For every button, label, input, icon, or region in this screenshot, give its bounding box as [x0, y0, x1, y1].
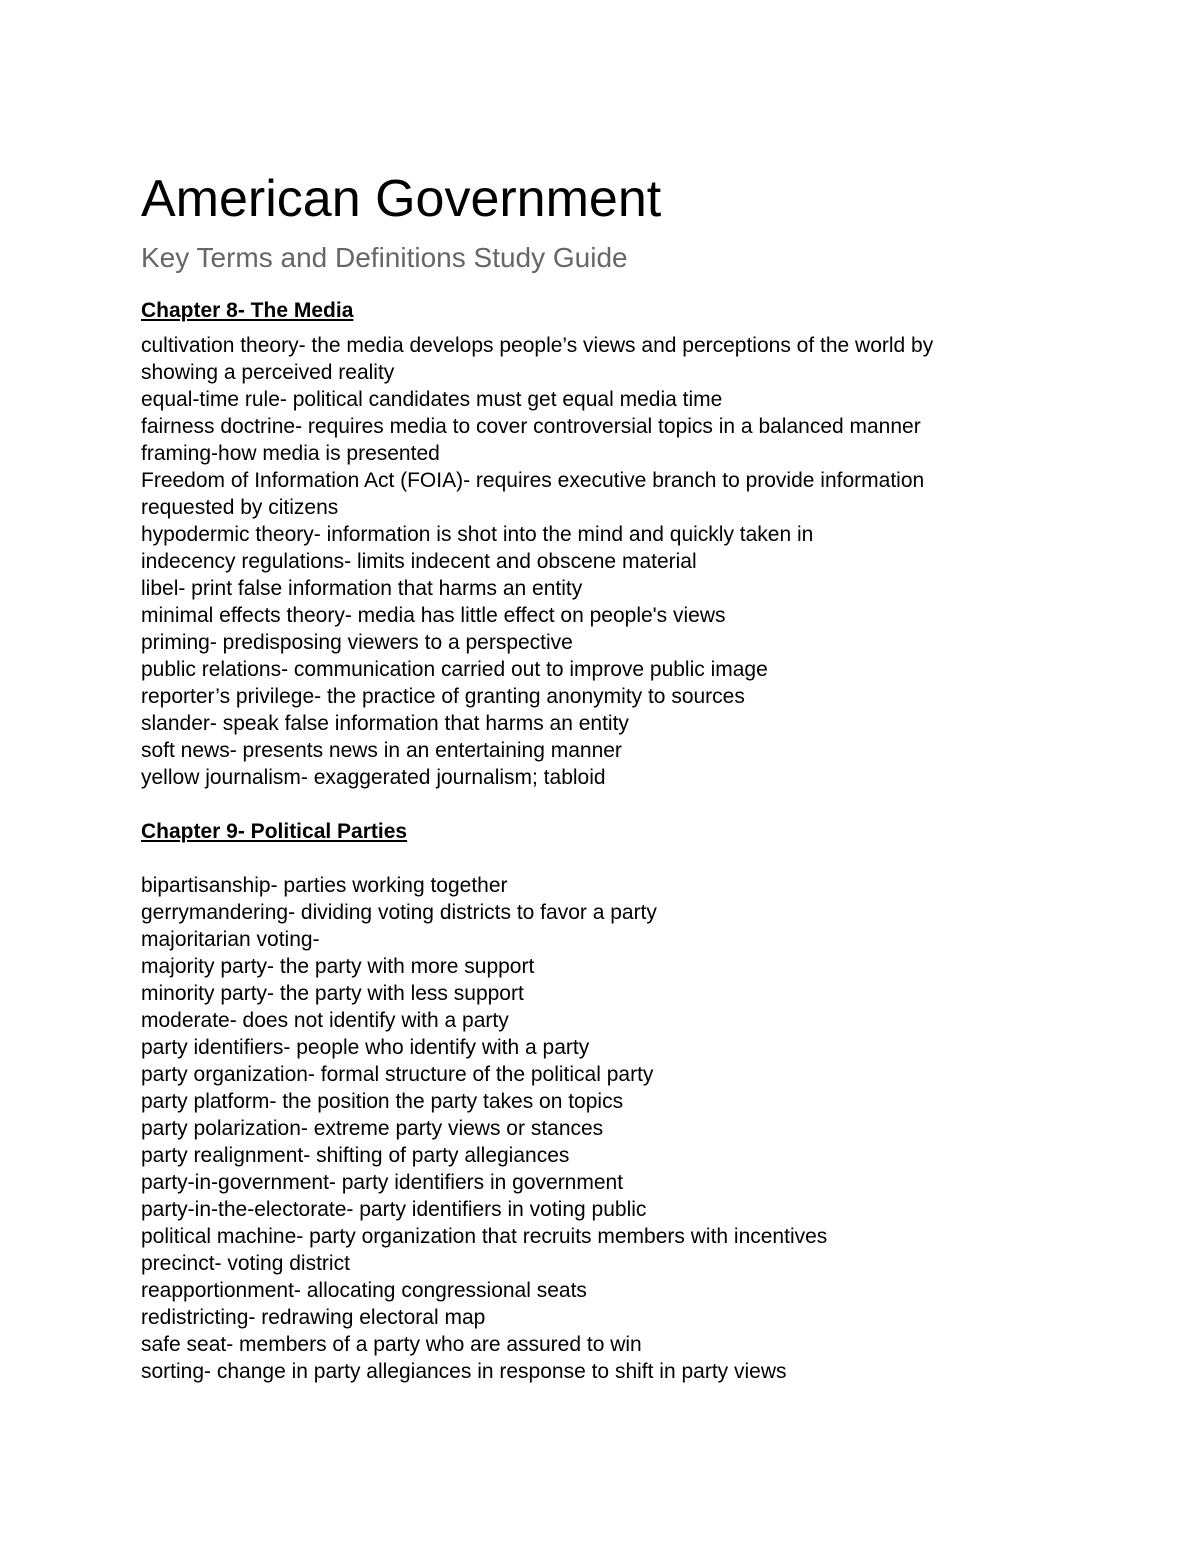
- term-line: showing a perceived reality: [141, 361, 395, 384]
- term-line: minority party- the party with less support: [141, 982, 524, 1005]
- term-line: indecency regulations- limits indecent and obscene material: [141, 550, 697, 573]
- term-line: minimal effects theory- media has little effect on people's views: [141, 604, 726, 627]
- term-line: reapportionment- allocating congressional seats: [141, 1279, 587, 1302]
- term-line: party platform- the position the party takes on topics: [141, 1090, 624, 1113]
- term-line: majoritarian voting-: [141, 928, 320, 951]
- chapter-9-term-list: [141, 872, 1061, 1385]
- term-line: party organization- formal structure of the political party: [141, 1063, 654, 1086]
- chapter-8-heading: Chapter 8- The Media: [141, 299, 354, 322]
- term-line: party identifiers- people who identify with a party: [141, 1036, 590, 1059]
- term-line: redistricting- redrawing electoral map: [141, 1306, 486, 1329]
- term-line: equal-time rule- political candidates must get equal media time: [141, 388, 723, 411]
- chapter-8-section: [141, 297, 1061, 791]
- term-line: gerrymandering- dividing voting districts to favor a party: [141, 901, 657, 924]
- term-line: bipartisanship- parties working together: [141, 874, 508, 897]
- chapter-9-heading: Chapter 9- Political Parties: [141, 820, 408, 843]
- term-line: cultivation theory- the media develops people’s views and perceptions of the world by: [141, 334, 934, 357]
- term-line: party-in-government- party identifiers in government: [141, 1171, 624, 1194]
- term-line: public relations- communication carried out to improve public image: [141, 658, 768, 681]
- term-line: party realignment- shifting of party allegiances: [141, 1144, 570, 1167]
- chapter-8-term-list: [141, 332, 1061, 791]
- term-line: slander- speak false information that harms an entity: [141, 712, 629, 735]
- term-line: requested by citizens: [141, 496, 339, 519]
- term-line: priming- predisposing viewers to a perspective: [141, 631, 573, 654]
- term-line: Freedom of Information Act (FOIA)- requires executive branch to provide information: [141, 469, 925, 492]
- term-line: hypodermic theory- information is shot into the mind and quickly taken in: [141, 523, 814, 546]
- term-line: sorting- change in party allegiances in response to shift in party views: [141, 1360, 787, 1383]
- term-line: party polarization- extreme party views or stances: [141, 1117, 604, 1140]
- chapter-9-section: [141, 818, 1061, 1385]
- term-line: political machine- party organization that recruits members with incentives: [141, 1225, 828, 1248]
- term-line: libel- print false information that harms an entity: [141, 577, 583, 600]
- term-line: party-in-the-electorate- party identifiers in voting public: [141, 1198, 647, 1221]
- term-line: safe seat- members of a party who are assured to win: [141, 1333, 642, 1356]
- term-line: precinct- voting district: [141, 1252, 350, 1275]
- document-body: [141, 166, 1061, 1385]
- term-line: reporter’s privilege- the practice of granting anonymity to sources: [141, 685, 745, 708]
- term-line: fairness doctrine- requires media to cover controversial topics in a balanced manner: [141, 415, 921, 438]
- term-line: yellow journalism- exaggerated journalism; tabloid: [141, 766, 606, 789]
- term-line: framing-how media is presented: [141, 442, 440, 465]
- term-line: soft news- presents news in an entertaining manner: [141, 739, 622, 762]
- term-line: moderate- does not identify with a party: [141, 1009, 509, 1032]
- document-subtitle: Key Terms and Definitions Study Guide: [141, 242, 628, 273]
- document-title: American Government: [141, 170, 662, 228]
- term-line: majority party- the party with more support: [141, 955, 535, 978]
